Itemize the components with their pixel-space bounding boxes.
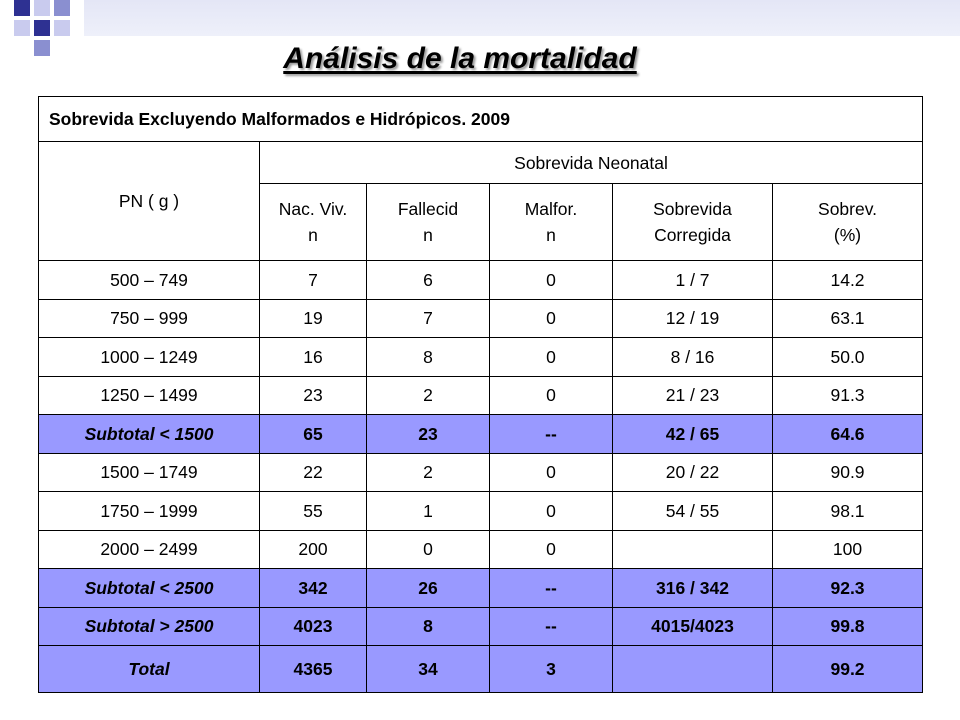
cell-fallecid: 6 [367, 261, 490, 300]
cell-malfor: -- [490, 415, 613, 454]
cell-nac: 16 [260, 338, 367, 377]
cell-nac: 4365 [260, 646, 367, 693]
cell-malfor: 0 [490, 530, 613, 569]
cell-pct: 63.1 [773, 299, 923, 338]
table-row [39, 492, 923, 531]
cell-pct: 14.2 [773, 261, 923, 300]
cell-pn: Subtotal < 1500 [39, 415, 260, 454]
cell-nac: 4023 [260, 607, 367, 646]
subtotal-row [39, 569, 923, 608]
table-row [39, 299, 923, 338]
cell-pct: 99.2 [773, 646, 923, 693]
deco-square [14, 20, 30, 36]
cell-pn: Subtotal > 2500 [39, 607, 260, 646]
cell-nac: 55 [260, 492, 367, 531]
deco-square [14, 0, 30, 16]
column-header-fallecid: Fallecid n [367, 184, 490, 261]
cell-nac: 22 [260, 453, 367, 492]
page-title: Análisis de la mortalidad [283, 42, 637, 75]
cell-corregida: 4015/4023 [613, 607, 773, 646]
cell-pct: 99.8 [773, 607, 923, 646]
cell-corregida: 42 / 65 [613, 415, 773, 454]
table-row [39, 453, 923, 492]
cell-pn: 500 – 749 [39, 261, 260, 300]
table-row [39, 376, 923, 415]
total-row [39, 646, 923, 693]
cell-corregida: 8 / 16 [613, 338, 773, 377]
cell-pn: 2000 – 2499 [39, 530, 260, 569]
column-header-nac: Nac. Viv. n [260, 184, 367, 261]
cell-pn: 1500 – 1749 [39, 453, 260, 492]
table-row [39, 261, 923, 300]
cell-fallecid: 1 [367, 492, 490, 531]
cell-corregida: 12 / 19 [613, 299, 773, 338]
table-caption: Sobrevida Excluyendo Malformados e Hidrópicos. 2009 [39, 97, 923, 142]
cell-fallecid: 34 [367, 646, 490, 693]
cell-corregida: 316 / 342 [613, 569, 773, 608]
cell-corregida: 1 / 7 [613, 261, 773, 300]
deco-square [54, 20, 70, 36]
cell-nac: 65 [260, 415, 367, 454]
top-band [84, 0, 960, 36]
cell-malfor: 0 [490, 492, 613, 531]
cell-fallecid: 23 [367, 415, 490, 454]
table-row [39, 338, 923, 377]
cell-pct: 91.3 [773, 376, 923, 415]
subtotal-row [39, 415, 923, 454]
cell-corregida: 21 / 23 [613, 376, 773, 415]
cell-malfor: 0 [490, 376, 613, 415]
cell-fallecid: 2 [367, 376, 490, 415]
cell-pct: 100 [773, 530, 923, 569]
cell-pn: Total [39, 646, 260, 693]
cell-pn: 1750 – 1999 [39, 492, 260, 531]
table-group-header-row [39, 142, 923, 184]
survival-table [38, 96, 923, 693]
column-header-sobrev-pct: Sobrev. (%) [773, 184, 923, 261]
deco-square [34, 20, 50, 36]
deco-square [54, 0, 70, 16]
subtotal-row [39, 607, 923, 646]
cell-pct: 92.3 [773, 569, 923, 608]
cell-corregida [613, 646, 773, 693]
cell-malfor: -- [490, 607, 613, 646]
cell-corregida: 20 / 22 [613, 453, 773, 492]
cell-fallecid: 8 [367, 338, 490, 377]
cell-fallecid: 26 [367, 569, 490, 608]
table-caption-row [39, 97, 923, 142]
group-header: Sobrevida Neonatal [260, 142, 923, 184]
cell-fallecid: 2 [367, 453, 490, 492]
cell-fallecid: 8 [367, 607, 490, 646]
cell-pct: 98.1 [773, 492, 923, 531]
deco-square [34, 0, 50, 16]
cell-malfor: 0 [490, 338, 613, 377]
cell-fallecid: 7 [367, 299, 490, 338]
cell-nac: 7 [260, 261, 367, 300]
cell-pn: 1250 – 1499 [39, 376, 260, 415]
table-row [39, 530, 923, 569]
cell-nac: 342 [260, 569, 367, 608]
cell-malfor: -- [490, 569, 613, 608]
cell-nac: 200 [260, 530, 367, 569]
cell-corregida [613, 530, 773, 569]
column-header-malfor: Malfor. n [490, 184, 613, 261]
cell-pn: 750 – 999 [39, 299, 260, 338]
cell-fallecid: 0 [367, 530, 490, 569]
cell-malfor: 3 [490, 646, 613, 693]
cell-malfor: 0 [490, 261, 613, 300]
cell-malfor: 0 [490, 453, 613, 492]
cell-pn: Subtotal < 2500 [39, 569, 260, 608]
cell-nac: 23 [260, 376, 367, 415]
cell-nac: 19 [260, 299, 367, 338]
cell-pn: 1000 – 1249 [39, 338, 260, 377]
cell-malfor: 0 [490, 299, 613, 338]
cell-corregida: 54 / 55 [613, 492, 773, 531]
cell-pct: 90.9 [773, 453, 923, 492]
pn-header: PN ( g ) [39, 142, 260, 261]
column-header-sobrevida-corregida: Sobrevida Corregida [613, 184, 773, 261]
cell-pct: 64.6 [773, 415, 923, 454]
cell-pct: 50.0 [773, 338, 923, 377]
